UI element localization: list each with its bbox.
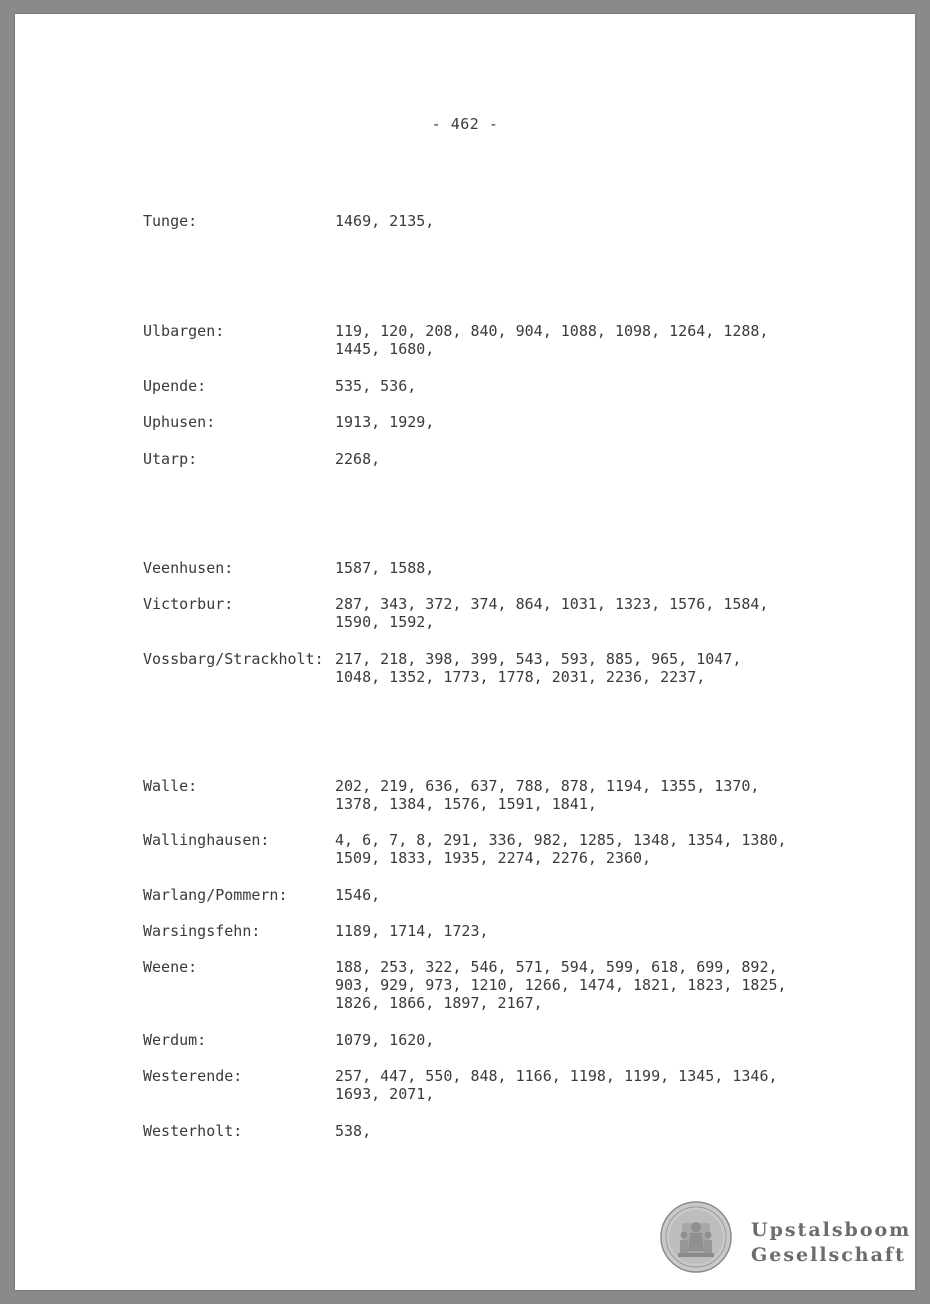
place-name: Victorbur:: [143, 595, 234, 613]
reference-line: 287, 343, 372, 374, 864, 1031, 1323, 1576, 1584,: [335, 595, 769, 613]
page-number: - 462 -: [431, 115, 499, 133]
reference-line: 1509, 1833, 1935, 2274, 2276, 2360,: [335, 849, 652, 867]
reference-numbers: [335, 831, 815, 867]
reference-line: 119, 120, 208, 840, 904, 1088, 1098, 1264, 1288,: [335, 322, 769, 340]
society-seal-icon: [660, 1201, 732, 1273]
reference-line: 1913, 1929,: [335, 413, 435, 431]
reference-line: 1048, 1352, 1773, 1778, 2031, 2236, 2237,: [335, 668, 706, 686]
reference-numbers: [335, 886, 815, 904]
reference-line: 1546,: [335, 886, 381, 904]
brand-line-1: Upstalsboom: [751, 1219, 912, 1241]
reference-numbers: [335, 322, 815, 358]
reference-numbers: [335, 377, 815, 395]
reference-line: 1378, 1384, 1576, 1591, 1841,: [335, 795, 597, 813]
reference-numbers: [335, 595, 815, 631]
reference-numbers: [335, 922, 815, 940]
reference-line: 202, 219, 636, 637, 788, 878, 1194, 1355, 1370,: [335, 777, 760, 795]
place-name: Ulbargen:: [143, 322, 225, 340]
place-name: Westerende:: [143, 1067, 243, 1085]
reference-numbers: [335, 212, 815, 230]
society-brand: [751, 1218, 911, 1268]
reference-numbers: [335, 559, 815, 577]
reference-line: 1445, 1680,: [335, 340, 435, 358]
place-name: Veenhusen:: [143, 559, 234, 577]
place-name: Tunge:: [143, 212, 198, 230]
reference-numbers: [335, 1067, 815, 1103]
place-name: Walle:: [143, 777, 198, 795]
reference-line: 1189, 1714, 1723,: [335, 922, 489, 940]
place-name: Utarp:: [143, 450, 198, 468]
place-name: Weene:: [143, 958, 198, 976]
reference-numbers: [335, 413, 815, 431]
reference-line: 1587, 1588,: [335, 559, 435, 577]
reference-line: 2268,: [335, 450, 381, 468]
reference-numbers: [335, 450, 815, 468]
reference-line: 4, 6, 7, 8, 291, 336, 982, 1285, 1348, 1354, 1380,: [335, 831, 787, 849]
reference-line: 538,: [335, 1122, 372, 1140]
place-name: Warsingsfehn:: [143, 922, 261, 940]
place-name: Wallinghausen:: [143, 831, 270, 849]
reference-numbers: [335, 1122, 815, 1140]
document-page: [15, 14, 915, 1290]
reference-line: 1469, 2135,: [335, 212, 435, 230]
place-name: Vossbarg/Strackholt:: [143, 650, 324, 668]
reference-line: 188, 253, 322, 546, 571, 594, 599, 618, 699, 892,: [335, 958, 778, 976]
reference-line: 1079, 1620,: [335, 1031, 435, 1049]
place-name: Westerholt:: [143, 1122, 243, 1140]
reference-numbers: [335, 650, 815, 686]
place-name: Warlang/Pommern:: [143, 886, 288, 904]
reference-numbers: [335, 1031, 815, 1049]
reference-line: 535, 536,: [335, 377, 417, 395]
reference-line: 257, 447, 550, 848, 1166, 1198, 1199, 1345, 1346,: [335, 1067, 778, 1085]
reference-line: 903, 929, 973, 1210, 1266, 1474, 1821, 1823, 1825,: [335, 976, 787, 994]
reference-line: 1693, 2071,: [335, 1085, 435, 1103]
reference-line: 1826, 1866, 1897, 2167,: [335, 994, 543, 1012]
brand-line-2: Gesellschaft: [751, 1244, 906, 1266]
reference-numbers: [335, 958, 815, 1012]
reference-line: 1590, 1592,: [335, 613, 435, 631]
place-name: Werdum:: [143, 1031, 207, 1049]
place-name: Upende:: [143, 377, 207, 395]
reference-numbers: [335, 777, 815, 813]
reference-line: 217, 218, 398, 399, 543, 593, 885, 965, 1047,: [335, 650, 742, 668]
place-name: Uphusen:: [143, 413, 216, 431]
